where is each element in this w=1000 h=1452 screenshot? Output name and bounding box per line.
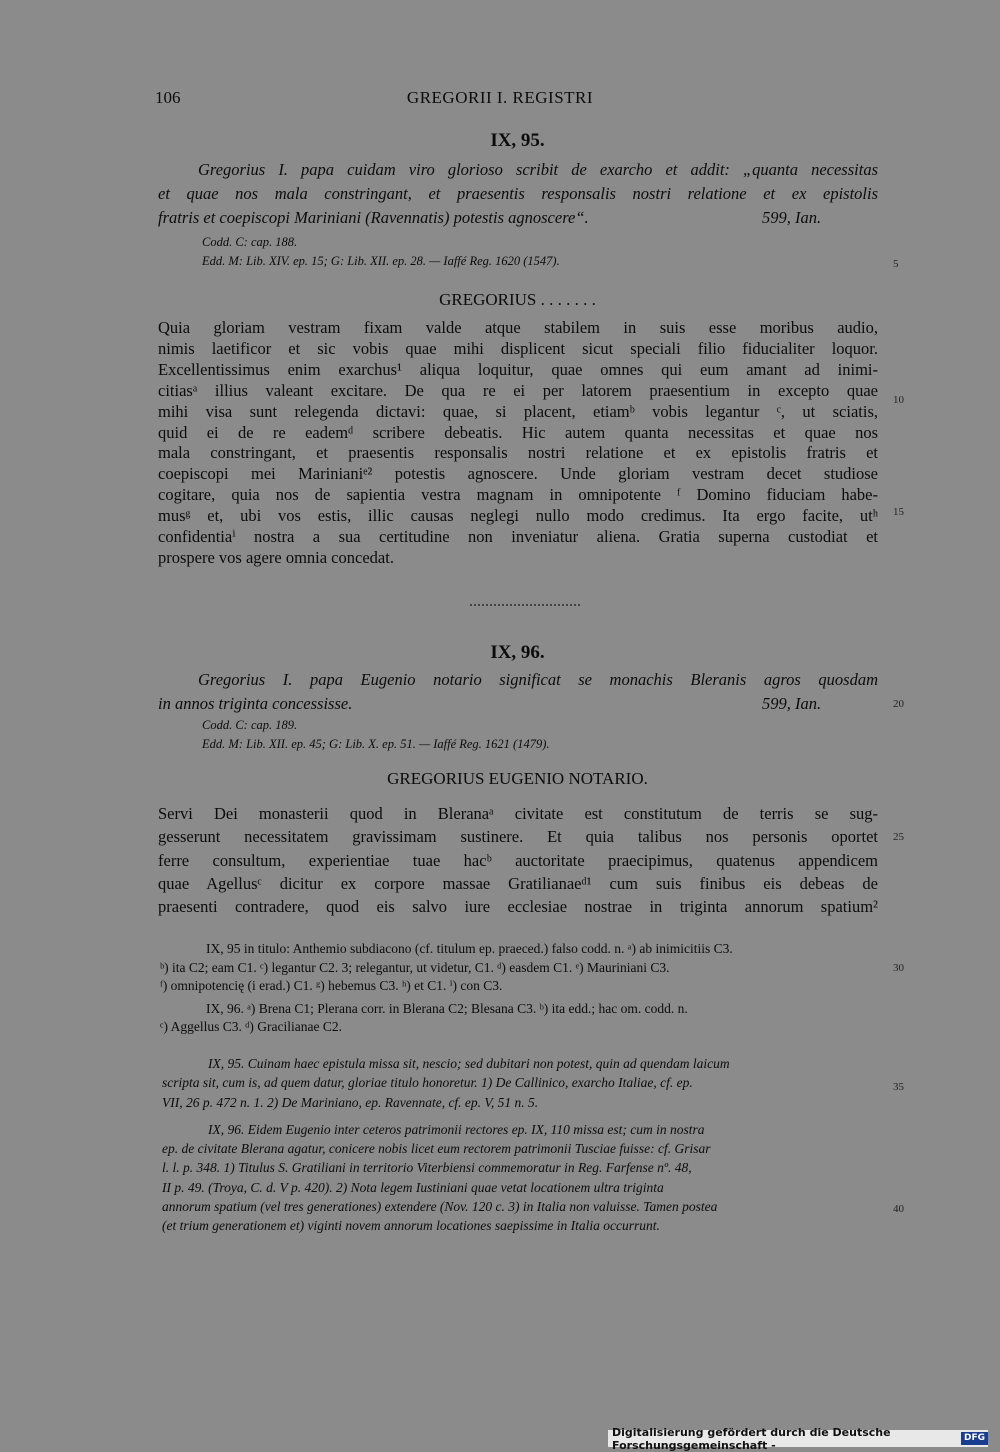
commentary-line: IX, 96. Eidem Eugenio inter ceteros patrimonii rectores ep. IX, 110 missa est; cum in nostra xyxy=(208,1121,705,1137)
commentary-line: l. l. p. 348. 1) Titulus S. Gratiliani in territorio Viterbiensi commemoratur in Reg. Farfense nº. 48, xyxy=(162,1160,692,1176)
letter-number-95: IX, 95. xyxy=(490,130,545,151)
editions-note: Edd. M: Lib. XIV. ep. 15; G: Lib. XII. ep. 28. — Iaffé Reg. 1620 (1547). xyxy=(202,254,560,268)
body-line: coepiscopi mei Marinianiᵉ² potestis agnoscere. Unde gloriam vestram decet studiose xyxy=(158,464,878,484)
commentary-line: VII, 26 p. 472 n. 1. 2) De Mariniano, ep. Ravennate, cf. ep. V, 51 n. 5. xyxy=(162,1094,539,1110)
addressee-heading: GREGORIUS . . . . . . . xyxy=(439,290,596,309)
body-line: mala constringant, et praesentis responsalis nostri relatione et ex epistolis fratris et xyxy=(158,443,878,463)
body-line: Excellentissimus enim exarchus¹ aliqua loquitur, quae omnes qui eum amant ad inimi- xyxy=(158,359,878,379)
body-line: mihi visa sunt relegenda dictavi: quae, si placent, etiamᵇ vobis legantur ᶜ, ut sciatis, xyxy=(158,401,878,421)
body-line: cogitare, quia nos de sapientia vestra magnam in omnipotente ᶠ Domino fiduciam habe- xyxy=(158,485,878,505)
dfg-logo-icon: DFG xyxy=(961,1432,988,1445)
commentary-line: scripta sit, cum is, ad quem datur, gloriae titulo honoretur. 1) De Callinico, exarcho Italiae, cf. ep. xyxy=(162,1075,693,1091)
codices-note: Codd. C: cap. 188. xyxy=(202,235,298,249)
digitization-footer xyxy=(608,1425,988,1452)
body-line: quae Agellusᶜ dicitur ex corpore massae Gratilianaeᵈ¹ cum suis finibus eis debeas de xyxy=(158,873,878,893)
running-title: GREGORII I. REGISTRI xyxy=(406,88,594,107)
margin-line-number: 30 xyxy=(893,962,904,974)
page-number: 106 xyxy=(155,88,181,107)
letter-date: 599, Ian. xyxy=(762,208,822,227)
apparatus-line: ᶠ) omnipotencię (i erad.) C1. ᵍ) hebemus C3. ʰ) et C1. ⁱ) con C3. xyxy=(160,978,503,993)
body-line: quid ei de re eademᵈ scribere debeatis. Hic autem quanta necessitas et quae nos xyxy=(158,422,878,442)
summary-line: et quae nos mala constringant, et praesentis responsalis nostri relatione et ex epistolis xyxy=(158,184,878,203)
margin-line-number: 20 xyxy=(893,698,904,710)
body-line: ferre consultum, experientiae tuae hacᵇ auctoritate praecipimus, quatenus appendicem xyxy=(158,850,878,870)
body-line: musᵍ et, ubi vos estis, illic causas neglegi nullo modo credimus. Ita ergo facite, utʰ xyxy=(158,506,878,526)
letter-body-96 xyxy=(158,802,878,918)
body-line: nimis laetificor et sic vobis quae mihi displicent sicut speciali filio fiducialiter loquor. xyxy=(158,338,878,358)
apparatus-line: ᵇ) ita C2; eam C1. ᶜ) legantur C2. 3; relegantur, ut videtur, C1. ᵈ) easdem C1. ᵉ) Mauriniani C3. xyxy=(160,959,670,975)
letter-date: 599, Ian. xyxy=(762,694,822,713)
editions-note: Edd. M: Lib. XII. ep. 45; G: Lib. X. ep. 51. — Iaffé Reg. 1621 (1479). xyxy=(202,737,550,751)
margin-line-number: 40 xyxy=(893,1203,904,1215)
commentary-line: II p. 49. (Troya, C. d. V p. 420). 2) Nota legem Iustiniani quae vetat locationem ultra triginta xyxy=(162,1179,664,1195)
letter-number-96: IX, 96. xyxy=(490,642,545,663)
body-line: prospere vos agere omnia concedat. xyxy=(158,547,394,567)
body-line: praesenti contradere, quod eis salvo iure ecclesiae nostrae in triginta annorum spatium² xyxy=(158,897,878,917)
margin-line-number: 10 xyxy=(893,394,904,406)
summary-line: in annos triginta concessisse. xyxy=(158,694,353,713)
critical-apparatus xyxy=(160,940,880,1037)
commentary-line: annorum spatium (vel tres generationes) extendere (Nov. 120 c. 3) in Italia non valuisse. Tamen postea xyxy=(162,1199,718,1215)
apparatus-line: IX, 96. ᵃ) Brena C1; Plerana corr. in Blerana C2; Blesana C3. ᵇ) ita edd.; hac om. codd. n. xyxy=(206,1000,688,1016)
summary-line: fratris et coepiscopi Mariniani (Ravennatis) potestis agnoscere“. xyxy=(158,208,589,227)
footer-text: Digitalisierung gefördert durch die Deutsche Forschungsgemeinschaft - xyxy=(612,1425,891,1452)
body-line: gesserunt necessitatem gravissimam sustinere. Et quia talibus nos personis oportet xyxy=(158,827,878,847)
codices-note: Codd. C: cap. 189. xyxy=(202,718,298,732)
summary-line: Gregorius I. papa cuidam viro glorioso scribit de exarcho et addit: „quanta necessitas xyxy=(198,160,878,179)
commentary-notes xyxy=(162,1054,880,1236)
section-separator xyxy=(470,604,580,608)
margin-line-number: 5 xyxy=(893,258,899,270)
addressee-heading: GREGORIUS EUGENIO NOTARIO. xyxy=(387,769,648,788)
apparatus-line: ᶜ) Aggellus C3. ᵈ) Gracilianae C2. xyxy=(160,1019,342,1034)
apparatus-line: IX, 95 in titulo: Anthemio subdiacono (cf. titulum ep. praeced.) falso codd. n. ᵃ) ab inimicitiis C3. xyxy=(206,941,733,956)
body-line: confidentiaⁱ nostra a sua certitudine non inveniatur aliena. Gratia superna custodiat et xyxy=(158,527,878,547)
margin-line-number: 15 xyxy=(893,506,904,518)
body-line: Quia gloriam vestram fixam valde atque stabilem in suis esse moribus audio, xyxy=(158,318,878,337)
margin-line-number: 35 xyxy=(893,1081,904,1093)
commentary-line: (et trium generationem et) viginti novem annorum locationes saepissime in Italia occurrunt. xyxy=(162,1218,660,1234)
summary-line: Gregorius I. papa Eugenio notario significat se monachis Bleranis agros quosdam xyxy=(198,670,878,689)
body-line: citiasᵃ illius valeant excitare. De qua re ei per latorem praesentium in excepto quae xyxy=(158,380,878,400)
commentary-line: IX, 95. Cuinam haec epistula missa sit, nescio; sed dubitari non potest, quin ad quendam laicum xyxy=(208,1056,730,1071)
commentary-line: ep. de civitate Blerana agatur, conicere nobis licet eum rectorem patrimonii Tusciae fuisse: cf. Grisar xyxy=(162,1141,711,1157)
letter-body-95 xyxy=(158,318,878,569)
margin-line-number: 25 xyxy=(893,831,904,843)
body-line: Servi Dei monasterii quod in Bleranaᵃ civitate est constitutum de terris se sug- xyxy=(158,804,878,823)
